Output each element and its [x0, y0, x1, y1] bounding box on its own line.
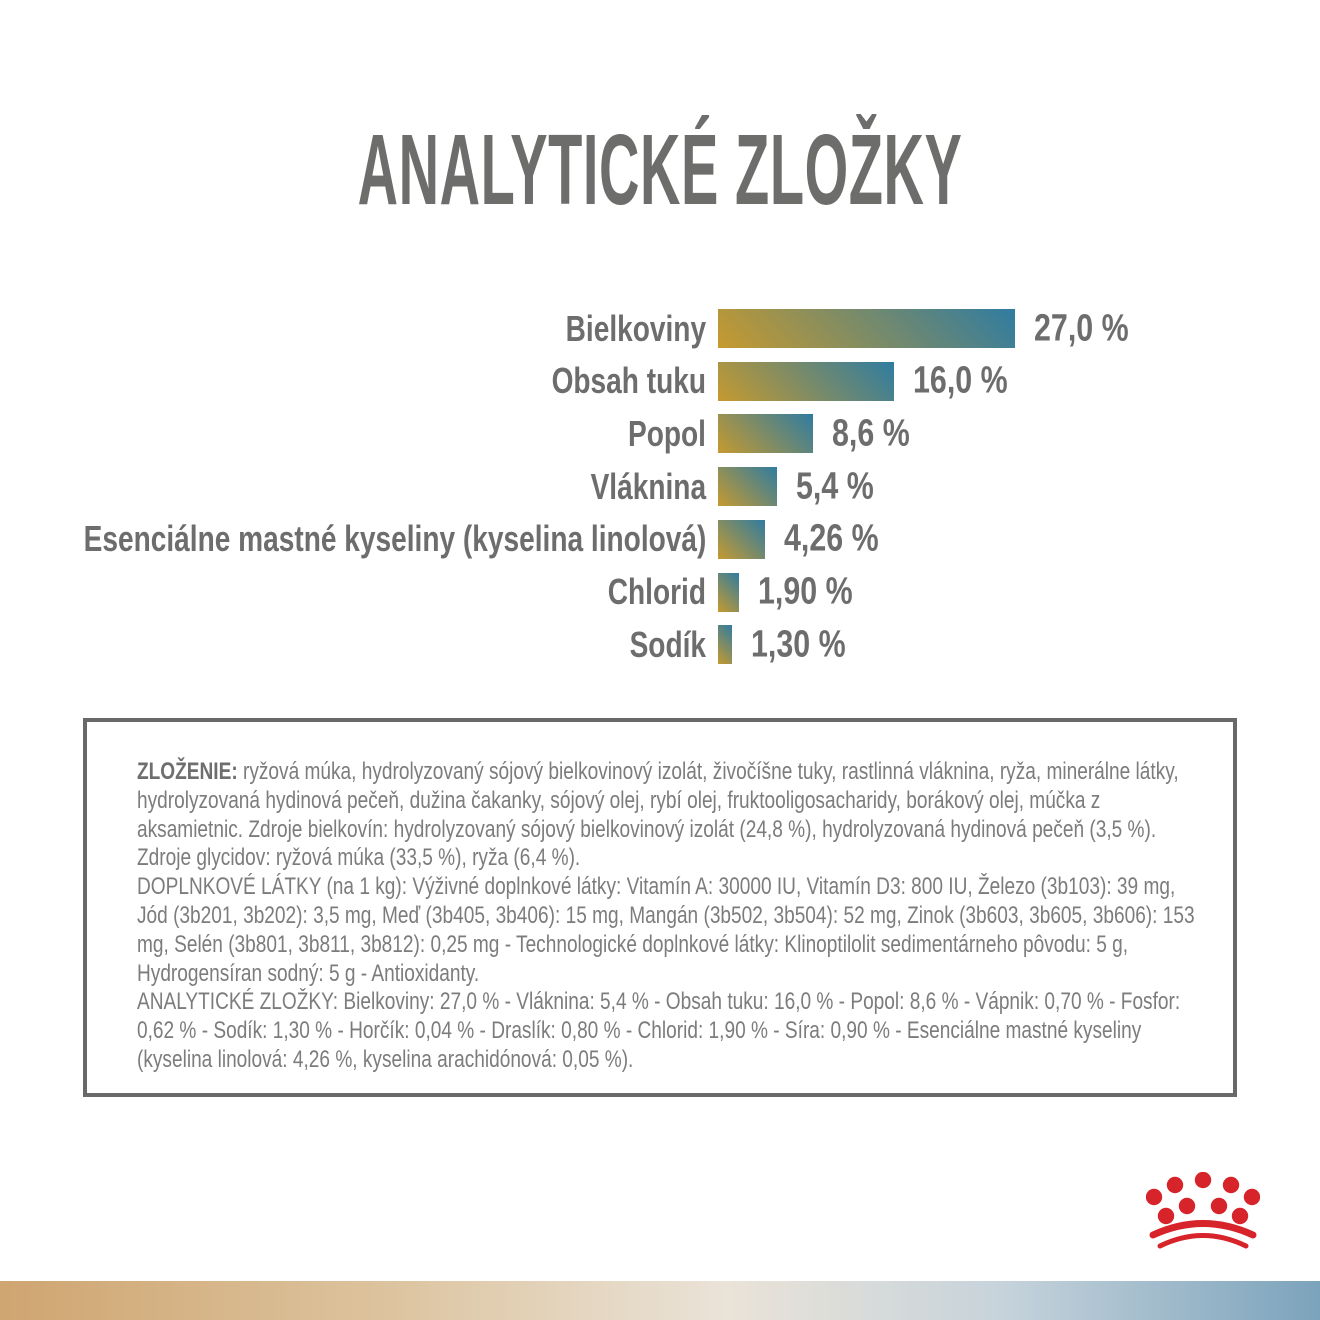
bar-label: Chlorid: [607, 571, 706, 612]
bar-label: Bielkoviny: [565, 307, 706, 349]
bar-label: Popol: [628, 412, 706, 454]
composition-paragraph: [137, 758, 1210, 873]
composition-info-box: [83, 718, 1237, 1097]
bar-value: 8,6 %: [831, 412, 910, 455]
analytical-paragraph: ANALYTICKÉ ZLOŽKY: Bielkoviny: 27,0 % - Vláknina: 5,4 % - Obsah tuku: 16,0 % - Popol: 8,6 % - Vápnik: 0,70 % - Fosfor: 0,62 % - Sodík: 1,30 % - Horčík: 0,04 % - Draslík: 0,80 % - Chlorid: 1,90 % - Síra: 0,90 % - Esenciálne mastné kyseliny (kyselina linolová: 4,26 %, kyselina arachidónová: 0,05 %).: [137, 988, 1181, 1073]
bar-value: 1,30 %: [751, 623, 846, 666]
additives-paragraph: DOPLNKOVÉ LÁTKY (na 1 kg): Výživné doplnkové látky: Vitamín A: 30000 IU, Vitamín D3: 800 IU, Železo (3b103): 39 mg, Jód (3b201, 3b202): 3,5 mg, Meď (3b405, 3b406): 15 mg, Mangán (3b502, 3b504): 52 mg, Zinok (3b603, 3b605, 3b606): 153 mg, Selén (3b801, 3b811, 3b812): 0,25 mg - Technologické doplnkové látky: Klinoptilolit sedimentárneho pôvodu: 5 g, Hydrogensíran sodný: 5 g - Antioxidanty.: [137, 873, 1195, 987]
composition-label: ZLOŽENIE:: [137, 758, 238, 785]
chart-row: [0, 467, 1320, 506]
bar: [718, 520, 765, 559]
chart-row: [0, 570, 1320, 613]
bar: [718, 625, 732, 664]
chart-row: [0, 359, 1320, 402]
bar-value: 27,0 %: [1034, 307, 1129, 349]
bar-label: Obsah tuku: [551, 360, 706, 402]
footer-gradient-strip: [0, 1281, 1320, 1320]
bar-label: Sodík: [629, 623, 706, 665]
bar: [718, 362, 894, 401]
bar-label: Esenciálne mastné kyseliny (kyselina linolová): [83, 518, 706, 560]
bar-value: 16,0 %: [913, 359, 1008, 402]
bar: [718, 573, 739, 612]
bar-value: 1,90 %: [757, 570, 853, 613]
chart-row: [0, 414, 1320, 453]
page-title: ANALYTICKÉ ZLOŽKY: [357, 114, 963, 226]
bar-label: Vláknina: [590, 465, 706, 507]
composition-text: ryžová múka, hydrolyzovaný sójový bielkovinový izolát, živočíšne tuky, rastlinná vláknina, ryža, minerálne látky, hydrolyzovaná hydinová pečeň, dužina čakanky, sójový olej, rybí olej, fruktooligosacharidy, borákový olej, múčka z aksamietnic. Zdroje bielkovín: hydrolyzovaný sójový bielkovinový izolát (24,8 %), hydrolyzovaná hydinová pečeň (3,5 %). Zdroje glycidov: ryžová múka (33,5 %), ryža (6,4 %).: [137, 758, 1179, 872]
royal-canin-crown-icon: [1146, 1172, 1260, 1252]
bar: [718, 467, 777, 506]
chart-row: [0, 625, 1320, 664]
bar: [718, 414, 813, 453]
chart-row: [0, 309, 1320, 348]
chart-row: [0, 517, 1320, 560]
info-box-text: [137, 758, 1210, 1075]
bar-value: 4,26 %: [783, 517, 879, 560]
bar-value: 5,4 %: [796, 465, 875, 508]
bar: [718, 309, 1015, 348]
